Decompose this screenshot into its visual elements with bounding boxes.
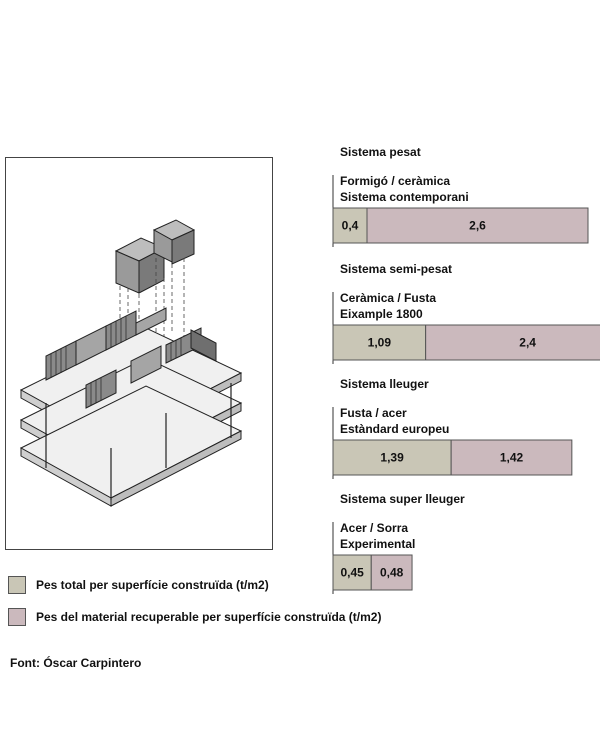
source-note: Font: Óscar Carpintero bbox=[10, 656, 142, 670]
category-material-2: Fusta / acer bbox=[340, 406, 407, 420]
legend-item-recoverable bbox=[8, 608, 381, 626]
category-subtitle-1: Eixample 1800 bbox=[340, 307, 423, 321]
category-material-3: Acer / Sorra bbox=[340, 521, 409, 535]
data-label-total-2: 1,39 bbox=[380, 450, 404, 465]
legend-swatch-recoverable bbox=[8, 608, 26, 626]
data-label-total-3: 0,45 bbox=[340, 565, 364, 580]
category-title-2: Sistema lleuger bbox=[340, 377, 429, 391]
legend-label-total: Pes total per superfície construïda (t/m2) bbox=[36, 578, 269, 592]
category-material-1: Ceràmica / Fusta bbox=[340, 291, 437, 305]
category-title-0: Sistema pesat bbox=[340, 145, 421, 159]
bar-recoverable-1 bbox=[426, 325, 600, 360]
category-subtitle-3: Experimental bbox=[340, 537, 416, 551]
legend-label-recoverable: Pes del material recuperable per superfície construïda (t/m2) bbox=[36, 610, 382, 624]
data-label-total-1: 1,09 bbox=[367, 335, 392, 350]
data-label-recoverable-0: 2,6 bbox=[469, 218, 486, 233]
data-label-recoverable-3: 0,48 bbox=[379, 565, 404, 580]
category-title-3: Sistema super lleuger bbox=[340, 492, 465, 506]
legend-swatch-total bbox=[8, 576, 26, 594]
data-label-recoverable-2: 1,42 bbox=[499, 450, 524, 465]
data-label-recoverable-1: 2,4 bbox=[519, 335, 536, 350]
category-material-0: Formigó / ceràmica bbox=[340, 174, 451, 188]
data-label-total-0: 0,4 bbox=[341, 218, 359, 233]
legend-item-total bbox=[8, 576, 269, 594]
category-title-1: Sistema semi-pesat bbox=[340, 262, 453, 276]
category-subtitle-0: Sistema contemporani bbox=[340, 190, 469, 204]
category-subtitle-2: Estàndard europeu bbox=[340, 422, 450, 436]
